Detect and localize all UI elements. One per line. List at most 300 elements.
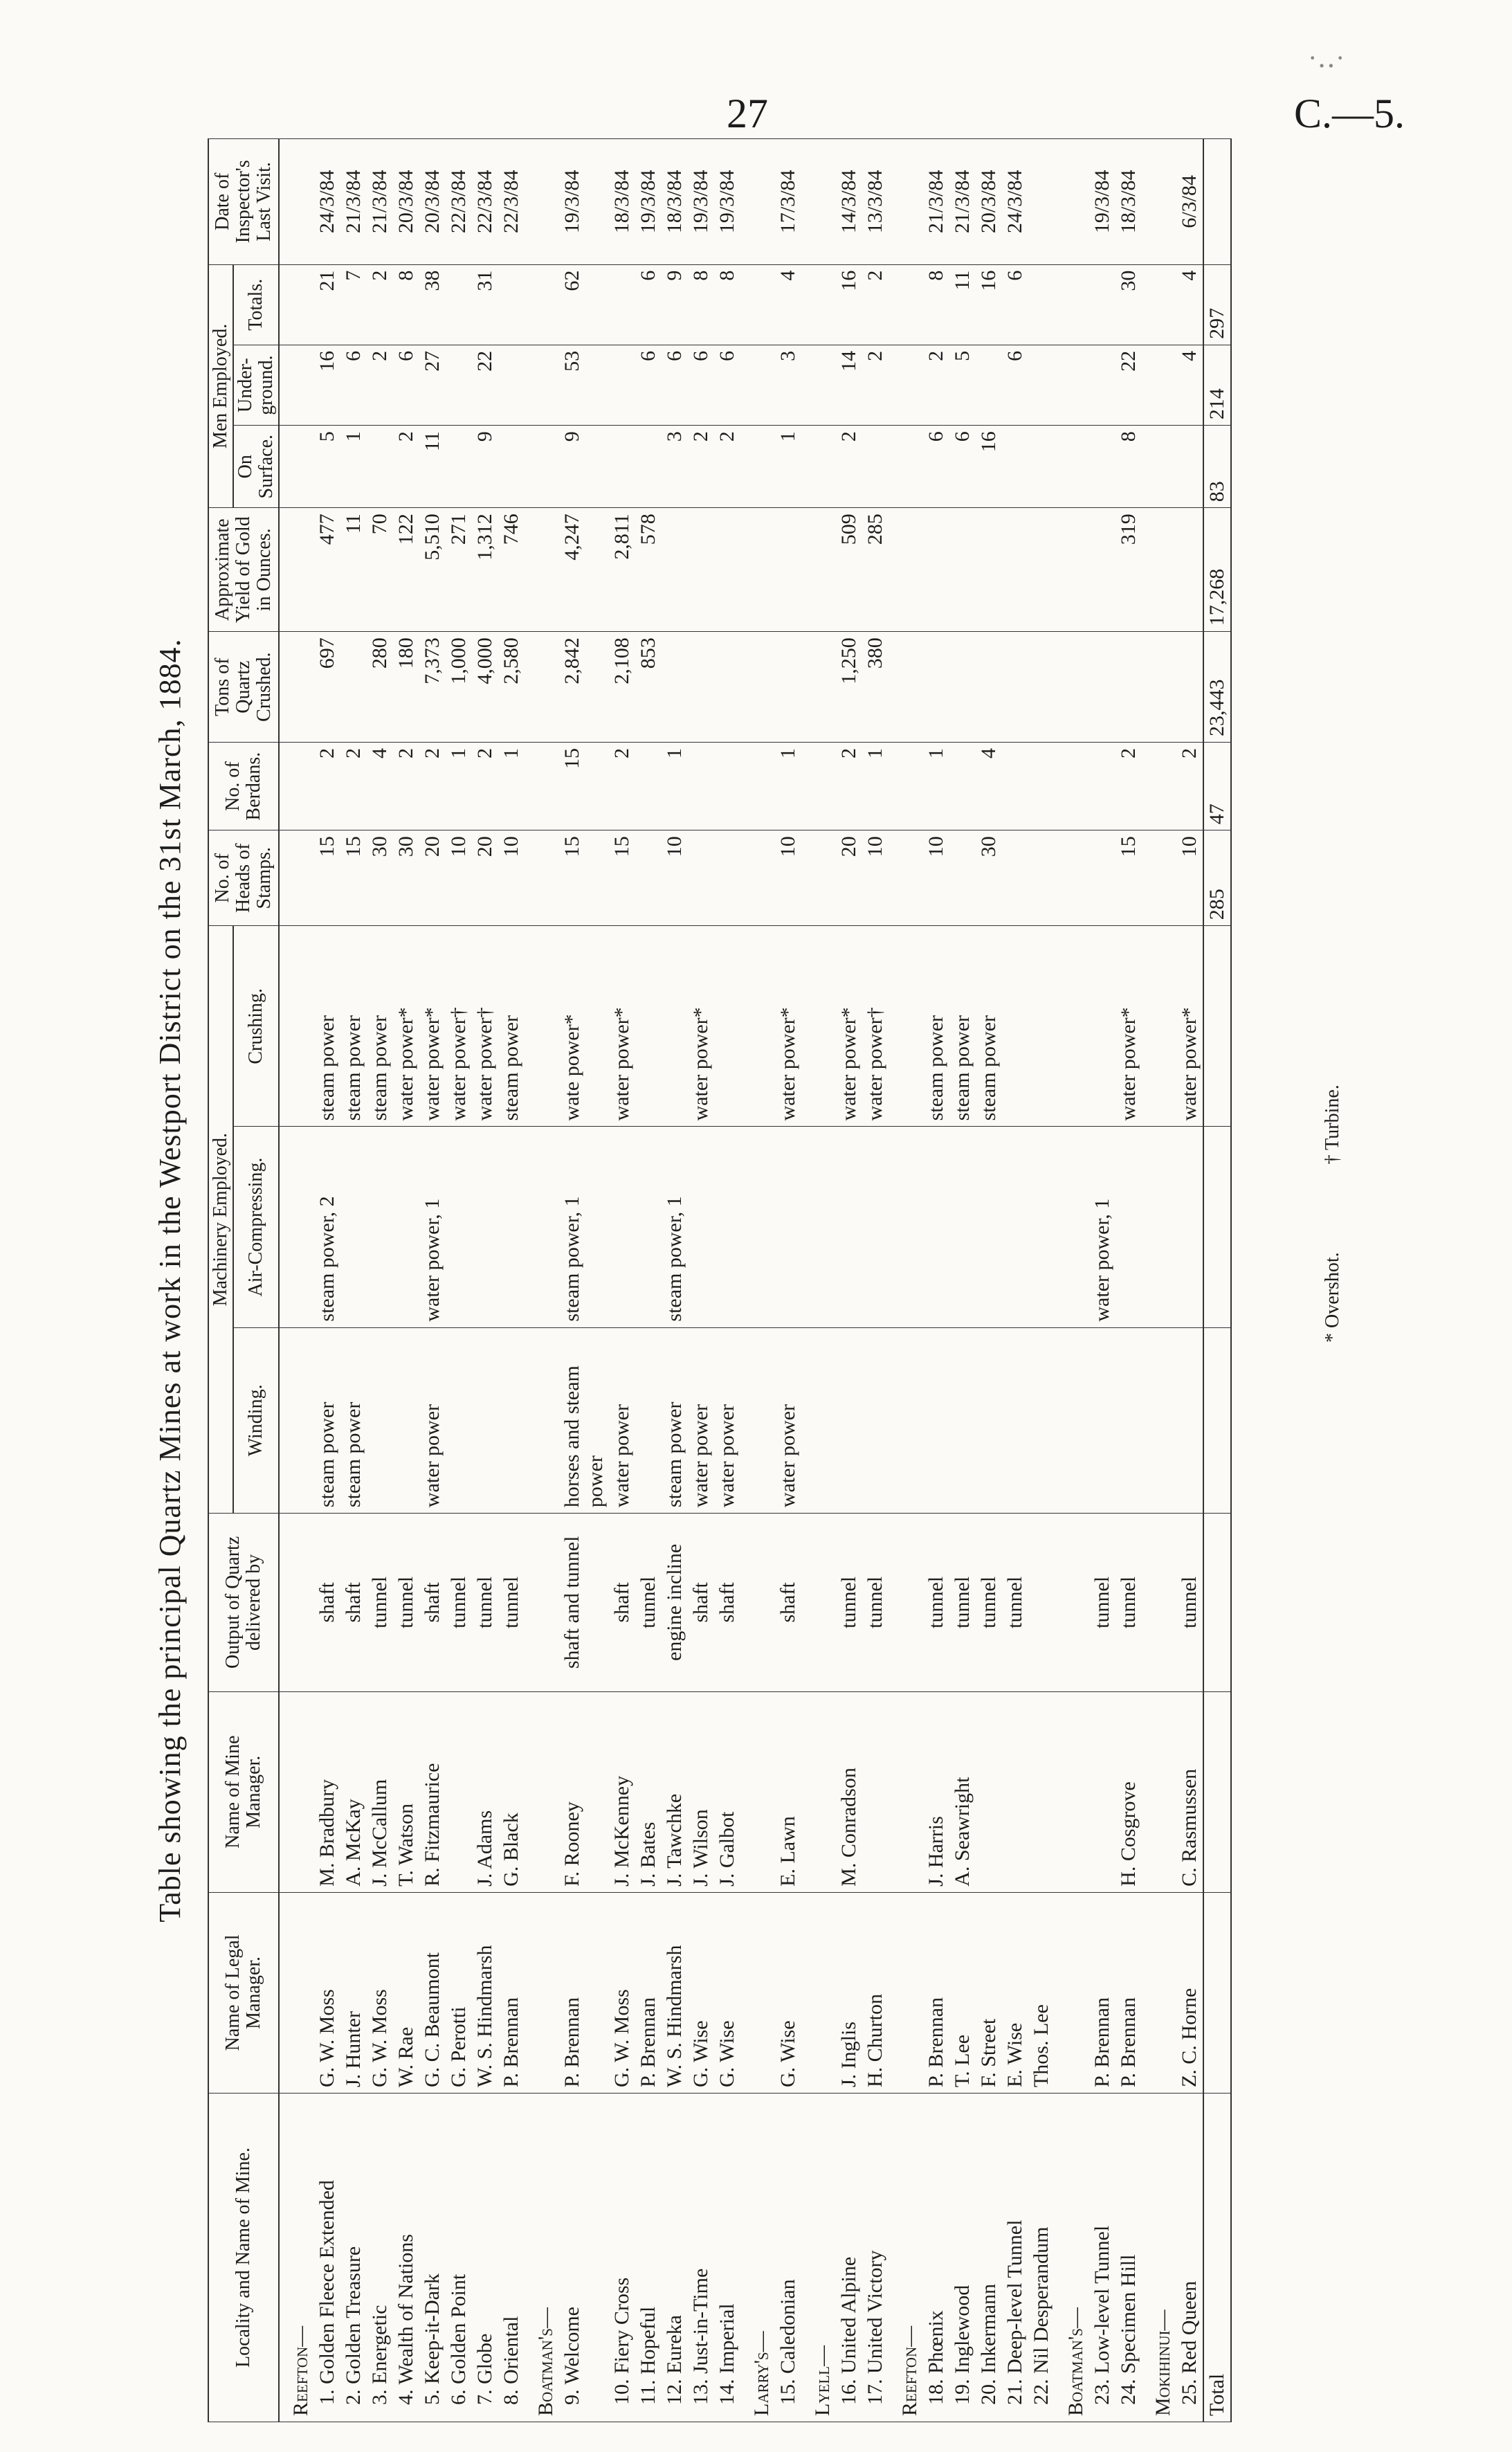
cell-surface: 2 bbox=[393, 426, 419, 508]
mine-row bbox=[1089, 139, 1115, 2422]
header-tons: Tons of Quartz Crushed. bbox=[208, 632, 279, 743]
cell-total bbox=[446, 264, 472, 345]
locality-name: Reefton— bbox=[889, 2094, 923, 2422]
cell-legal: G. W. Moss bbox=[609, 1892, 635, 2093]
cell-berdans: 1 bbox=[498, 743, 525, 830]
totals-row bbox=[1203, 139, 1231, 2422]
header-berdans: No. of Berdans. bbox=[208, 743, 279, 830]
cell-crushing: water power† bbox=[862, 926, 889, 1127]
table-body bbox=[279, 139, 1203, 2422]
cell-berdans: 4 bbox=[976, 743, 1002, 830]
cell-output: tunnel bbox=[949, 1514, 976, 1692]
cell-manager: F. Rooney bbox=[559, 1691, 609, 1892]
total-stamps: 285 bbox=[1203, 830, 1231, 926]
cell-under: 14 bbox=[836, 345, 862, 425]
cell-output: tunnel bbox=[472, 1514, 498, 1692]
cell-output: tunnel bbox=[367, 1514, 393, 1692]
cell-air bbox=[775, 1127, 801, 1327]
cell-under: 53 bbox=[559, 345, 609, 425]
cell-visit: 19/3/84 bbox=[688, 139, 714, 265]
rotated-table-block bbox=[152, 138, 1370, 2422]
page-speck: ·‥· bbox=[1308, 42, 1345, 73]
cell-crushing: water power* bbox=[1115, 926, 1142, 1127]
cell-berdans: 1 bbox=[662, 743, 688, 830]
cell-name: 18. Phœnix bbox=[923, 2094, 949, 2422]
cell-surface bbox=[498, 426, 525, 508]
cell-visit: 13/3/84 bbox=[862, 139, 889, 265]
header-locality: Locality and Name of Mine. bbox=[208, 2094, 279, 2422]
header-winding: Winding. bbox=[233, 1327, 279, 1513]
cell-berdans bbox=[1002, 743, 1028, 830]
cell-under: 2 bbox=[367, 345, 393, 425]
cell-under bbox=[1089, 345, 1115, 425]
locality-row bbox=[740, 139, 775, 2422]
cell-under: 16 bbox=[314, 345, 340, 425]
cell-legal: G. W. Moss bbox=[367, 1892, 393, 2093]
cell-crushing bbox=[662, 926, 688, 1127]
cell-name: 6. Golden Point bbox=[446, 2094, 472, 2422]
cell-name: 15. Caledonian bbox=[775, 2094, 801, 2422]
cell-winding: water power bbox=[714, 1327, 740, 1513]
header-machinery: Machinery Employed. bbox=[208, 926, 233, 1514]
cell-output: tunnel bbox=[498, 1514, 525, 1692]
cell-manager: A. McKay bbox=[340, 1691, 367, 1892]
cell-under: 6 bbox=[635, 345, 662, 425]
cell-name: 5. Keep-it-Dark bbox=[419, 2094, 446, 2422]
cell-total bbox=[1089, 264, 1115, 345]
cell-visit: 20/3/84 bbox=[976, 139, 1002, 265]
cell-surface bbox=[609, 426, 635, 508]
cell-surface: 3 bbox=[662, 426, 688, 508]
cell-berdans: 1 bbox=[775, 743, 801, 830]
cell-manager: J. Galbot bbox=[714, 1691, 740, 1892]
cell-yield bbox=[662, 508, 688, 632]
cell-berdans: 2 bbox=[314, 743, 340, 830]
cell-yield: 319 bbox=[1115, 508, 1142, 632]
cell-manager bbox=[862, 1691, 889, 1892]
cell-output: tunnel bbox=[1115, 1514, 1142, 1692]
cell-tons: 180 bbox=[393, 632, 419, 743]
cell-name: 14. Imperial bbox=[714, 2094, 740, 2422]
cell-stamps: 20 bbox=[472, 830, 498, 926]
cell-yield bbox=[1176, 508, 1203, 632]
cell-visit: 19/3/84 bbox=[635, 139, 662, 265]
cell-visit: 18/3/84 bbox=[609, 139, 635, 265]
cell-surface: 6 bbox=[949, 426, 976, 508]
cell-visit: 21/3/84 bbox=[923, 139, 949, 265]
cell-output: tunnel bbox=[1089, 1514, 1115, 1692]
cell-legal: P. Brennan bbox=[1089, 1892, 1115, 2093]
cell-total: 11 bbox=[949, 264, 976, 345]
cell-air bbox=[340, 1127, 367, 1327]
cell-winding bbox=[923, 1327, 949, 1513]
cell-tons: 7,373 bbox=[419, 632, 446, 743]
cell-air: steam power, 1 bbox=[559, 1127, 609, 1327]
cell-yield: 746 bbox=[498, 508, 525, 632]
locality-name: Mokihinui— bbox=[1142, 2094, 1176, 2422]
cell-legal: W. Rae bbox=[393, 1892, 419, 2093]
cell-total: 6 bbox=[1002, 264, 1028, 345]
locality-name: Boatman's— bbox=[525, 2094, 559, 2422]
cell-manager: R. Fitzmaurice bbox=[419, 1691, 446, 1892]
cell-stamps: 10 bbox=[862, 830, 889, 926]
cell-legal: P. Brennan bbox=[498, 1892, 525, 2093]
cell-manager: J. McKenney bbox=[609, 1691, 635, 1892]
cell-tons bbox=[340, 632, 367, 743]
cell-stamps bbox=[688, 830, 714, 926]
cell-surface bbox=[446, 426, 472, 508]
cell-stamps: 15 bbox=[1115, 830, 1142, 926]
cell-stamps bbox=[1028, 830, 1055, 926]
cell-surface bbox=[862, 426, 889, 508]
cell-under bbox=[609, 345, 635, 425]
cell-tons bbox=[949, 632, 976, 743]
cell-total: 6 bbox=[635, 264, 662, 345]
cell-name: 25. Red Queen bbox=[1176, 2094, 1203, 2422]
cell-manager: H. Cosgrove bbox=[1115, 1691, 1142, 1892]
cell-winding bbox=[1002, 1327, 1028, 1513]
locality-row bbox=[1055, 139, 1089, 2422]
cell-output: shaft bbox=[314, 1514, 340, 1692]
cell-tons bbox=[1089, 632, 1115, 743]
cell-air: steam power, 1 bbox=[662, 1127, 688, 1327]
cell-air bbox=[714, 1127, 740, 1327]
cell-surface: 9 bbox=[472, 426, 498, 508]
cell-winding bbox=[393, 1327, 419, 1513]
cell-crushing bbox=[1089, 926, 1115, 1127]
cell-output: tunnel bbox=[976, 1514, 1002, 1692]
cell-tons: 1,250 bbox=[836, 632, 862, 743]
cell-crushing: steam power bbox=[976, 926, 1002, 1127]
cell-tons: 853 bbox=[635, 632, 662, 743]
mine-row bbox=[923, 139, 949, 2422]
cell-legal: W. S. Hindmarsh bbox=[472, 1892, 498, 2093]
cell-stamps bbox=[1002, 830, 1028, 926]
cell-legal: P. Brennan bbox=[923, 1892, 949, 2093]
cell-name: 7. Globe bbox=[472, 2094, 498, 2422]
cell-berdans: 2 bbox=[340, 743, 367, 830]
cell-surface: 11 bbox=[419, 426, 446, 508]
cell-output: tunnel bbox=[836, 1514, 862, 1692]
cell-tons: 697 bbox=[314, 632, 340, 743]
cell-surface bbox=[1002, 426, 1028, 508]
mine-row bbox=[419, 139, 446, 2422]
cell-yield: 285 bbox=[862, 508, 889, 632]
cell-total: 2 bbox=[367, 264, 393, 345]
cell-air bbox=[862, 1127, 889, 1327]
total-men: 297 bbox=[1203, 264, 1231, 345]
cell-total: 4 bbox=[775, 264, 801, 345]
cell-air bbox=[923, 1127, 949, 1327]
cell-crushing: steam power bbox=[498, 926, 525, 1127]
total-underground: 214 bbox=[1203, 345, 1231, 425]
cell-berdans bbox=[714, 743, 740, 830]
cell-surface: 8 bbox=[1115, 426, 1142, 508]
locality-row bbox=[889, 139, 923, 2422]
cell-surface: 5 bbox=[314, 426, 340, 508]
total-yield: 17,268 bbox=[1203, 508, 1231, 632]
cell-name: 3. Energetic bbox=[367, 2094, 393, 2422]
cell-tons bbox=[976, 632, 1002, 743]
cell-tons bbox=[1176, 632, 1203, 743]
cell-under: 4 bbox=[1176, 345, 1203, 425]
cell-legal: G. Wise bbox=[714, 1892, 740, 2093]
mine-row bbox=[836, 139, 862, 2422]
cell-legal: G. Wise bbox=[688, 1892, 714, 2093]
cell-visit: 20/3/84 bbox=[393, 139, 419, 265]
mine-row bbox=[314, 139, 340, 2422]
cell-crushing bbox=[1028, 926, 1055, 1127]
cell-name: 16. United Alpine bbox=[836, 2094, 862, 2422]
cell-winding: water power bbox=[419, 1327, 446, 1513]
cell-under bbox=[498, 345, 525, 425]
mine-row bbox=[498, 139, 525, 2422]
cell-air: steam power, 2 bbox=[314, 1127, 340, 1327]
cell-yield: 1,312 bbox=[472, 508, 498, 632]
cell-total: 21 bbox=[314, 264, 340, 345]
cell-yield: 477 bbox=[314, 508, 340, 632]
cell-yield: 11 bbox=[340, 508, 367, 632]
cell-yield: 4,247 bbox=[559, 508, 609, 632]
cell-tons: 380 bbox=[862, 632, 889, 743]
cell-winding: steam power bbox=[662, 1327, 688, 1513]
cell-tons bbox=[775, 632, 801, 743]
cell-winding bbox=[862, 1327, 889, 1513]
cell-stamps: 10 bbox=[662, 830, 688, 926]
total-berdans: 47 bbox=[1203, 743, 1231, 830]
cell-tons: 4,000 bbox=[472, 632, 498, 743]
cell-crushing: steam power bbox=[923, 926, 949, 1127]
cell-yield: 5,510 bbox=[419, 508, 446, 632]
mine-row bbox=[1002, 139, 1028, 2422]
cell-visit: 24/3/84 bbox=[1002, 139, 1028, 265]
cell-air bbox=[1115, 1127, 1142, 1327]
cell-air bbox=[393, 1127, 419, 1327]
cell-manager bbox=[1028, 1691, 1055, 1892]
cell-crushing bbox=[714, 926, 740, 1127]
cell-crushing: water power* bbox=[393, 926, 419, 1127]
cell-visit: 19/3/84 bbox=[1089, 139, 1115, 265]
cell-legal: P. Brennan bbox=[635, 1892, 662, 2093]
cell-name: 13. Just-in-Time bbox=[688, 2094, 714, 2422]
cell-manager: J. McCallum bbox=[367, 1691, 393, 1892]
cell-winding: water power bbox=[688, 1327, 714, 1513]
cell-visit: 24/3/84 bbox=[314, 139, 340, 265]
locality-name: Boatman's— bbox=[1055, 2094, 1089, 2422]
cell-name: 12. Eureka bbox=[662, 2094, 688, 2422]
cell-yield bbox=[714, 508, 740, 632]
cell-output: shaft bbox=[688, 1514, 714, 1692]
cell-manager: J. Bates bbox=[635, 1691, 662, 1892]
cell-stamps bbox=[1089, 830, 1115, 926]
cell-output: shaft bbox=[609, 1514, 635, 1692]
cell-winding bbox=[446, 1327, 472, 1513]
cell-crushing bbox=[635, 926, 662, 1127]
cell-under: 6 bbox=[662, 345, 688, 425]
cell-visit: 21/3/84 bbox=[340, 139, 367, 265]
cell-under: 3 bbox=[775, 345, 801, 425]
cell-crushing: water power* bbox=[688, 926, 714, 1127]
cell-crushing: water power* bbox=[1176, 926, 1203, 1127]
header-crushing: Crushing. bbox=[233, 926, 279, 1127]
cell-output: tunnel bbox=[1002, 1514, 1028, 1692]
cell-stamps: 15 bbox=[609, 830, 635, 926]
cell-berdans: 2 bbox=[1176, 743, 1203, 830]
cell-name: 10. Fiery Cross bbox=[609, 2094, 635, 2422]
cell-manager bbox=[976, 1691, 1002, 1892]
cell-name: 20. Inkermann bbox=[976, 2094, 1002, 2422]
cell-legal: P. Brennan bbox=[1115, 1892, 1142, 2093]
cell-legal: W. S. Hindmarsh bbox=[662, 1892, 688, 2093]
mine-row bbox=[662, 139, 688, 2422]
cell-air bbox=[609, 1127, 635, 1327]
cell-visit: 19/3/84 bbox=[714, 139, 740, 265]
cell-stamps: 20 bbox=[419, 830, 446, 926]
cell-manager: A. Seawright bbox=[949, 1691, 976, 1892]
cell-yield: 122 bbox=[393, 508, 419, 632]
cell-name: 21. Deep-level Tunnel bbox=[1002, 2094, 1028, 2422]
cell-tons: 2,108 bbox=[609, 632, 635, 743]
header-surface: On Surface. bbox=[233, 426, 279, 508]
cell-total: 62 bbox=[559, 264, 609, 345]
cell-berdans: 2 bbox=[472, 743, 498, 830]
cell-crushing: steam power bbox=[314, 926, 340, 1127]
cell-berdans bbox=[635, 743, 662, 830]
cell-legal: G. W. Moss bbox=[314, 1892, 340, 2093]
cell-total bbox=[609, 264, 635, 345]
cell-total: 8 bbox=[714, 264, 740, 345]
cell-total: 8 bbox=[688, 264, 714, 345]
cell-legal: G. Perotti bbox=[446, 1892, 472, 2093]
cell-output: tunnel bbox=[635, 1514, 662, 1692]
cell-legal: T. Lee bbox=[949, 1892, 976, 2093]
cell-crushing: water power* bbox=[775, 926, 801, 1127]
cell-visit: 22/3/84 bbox=[472, 139, 498, 265]
mine-row bbox=[1028, 139, 1055, 2422]
mine-row bbox=[609, 139, 635, 2422]
cell-stamps: 30 bbox=[393, 830, 419, 926]
cell-visit: 18/3/84 bbox=[1115, 139, 1142, 265]
mine-row bbox=[472, 139, 498, 2422]
cell-output: tunnel bbox=[923, 1514, 949, 1692]
cell-visit: 22/3/84 bbox=[498, 139, 525, 265]
cell-air: water power, 1 bbox=[419, 1127, 446, 1327]
cell-name: 22. Nil Desperandum bbox=[1028, 2094, 1055, 2422]
cell-name: 24. Specimen Hill bbox=[1115, 2094, 1142, 2422]
cell-berdans bbox=[949, 743, 976, 830]
cell-under: 6 bbox=[714, 345, 740, 425]
cell-output: shaft and tunnel bbox=[559, 1514, 609, 1692]
cell-output: tunnel bbox=[862, 1514, 889, 1692]
cell-crushing: steam power bbox=[367, 926, 393, 1127]
cell-winding bbox=[635, 1327, 662, 1513]
cell-air bbox=[976, 1127, 1002, 1327]
cell-visit: 17/3/84 bbox=[775, 139, 801, 265]
cell-surface: 1 bbox=[340, 426, 367, 508]
mine-row bbox=[340, 139, 367, 2422]
cell-tons bbox=[1002, 632, 1028, 743]
cell-stamps bbox=[714, 830, 740, 926]
cell-crushing: water power† bbox=[472, 926, 498, 1127]
mine-row bbox=[635, 139, 662, 2422]
cell-surface: 16 bbox=[976, 426, 1002, 508]
header-yield: Approximate Yield of Gold in Ounces. bbox=[208, 508, 279, 632]
cell-name: 2. Golden Treasure bbox=[340, 2094, 367, 2422]
cell-crushing: water power† bbox=[446, 926, 472, 1127]
cell-winding bbox=[472, 1327, 498, 1513]
total-surface: 83 bbox=[1203, 426, 1231, 508]
cell-winding bbox=[1176, 1327, 1203, 1513]
cell-berdans: 2 bbox=[419, 743, 446, 830]
header-output: Output of Quartz delivered by bbox=[208, 1514, 279, 1692]
cell-winding bbox=[1115, 1327, 1142, 1513]
cell-berdans bbox=[1028, 743, 1055, 830]
cell-crushing: water power* bbox=[836, 926, 862, 1127]
cell-surface: 1 bbox=[775, 426, 801, 508]
header-air: Air-Compressing. bbox=[233, 1127, 279, 1327]
cell-manager bbox=[446, 1691, 472, 1892]
locality-name: Reefton— bbox=[279, 2094, 314, 2422]
cell-manager: J. Tawchke bbox=[662, 1691, 688, 1892]
cell-legal: J. Hunter bbox=[340, 1892, 367, 2093]
mine-row bbox=[446, 139, 472, 2422]
mine-row bbox=[367, 139, 393, 2422]
cell-under: 6 bbox=[1002, 345, 1028, 425]
cell-winding bbox=[1028, 1327, 1055, 1513]
cell-surface: 6 bbox=[923, 426, 949, 508]
cell-stamps bbox=[949, 830, 976, 926]
cell-total: 8 bbox=[923, 264, 949, 345]
cell-manager: E. Lawn bbox=[775, 1691, 801, 1892]
cell-crushing: wate power* bbox=[559, 926, 609, 1127]
header-totals: Totals. bbox=[233, 264, 279, 345]
cell-surface: 2 bbox=[714, 426, 740, 508]
cell-visit: 6/3/84 bbox=[1176, 139, 1203, 265]
cell-output bbox=[1028, 1514, 1055, 1692]
cell-output: engine incline bbox=[662, 1514, 688, 1692]
locality-row bbox=[279, 139, 314, 2422]
cell-winding bbox=[367, 1327, 393, 1513]
cell-visit: 21/3/84 bbox=[949, 139, 976, 265]
cell-name: 17. United Victory bbox=[862, 2094, 889, 2422]
cell-total: 7 bbox=[340, 264, 367, 345]
mine-row bbox=[688, 139, 714, 2422]
cell-tons: 1,000 bbox=[446, 632, 472, 743]
cell-total: 31 bbox=[472, 264, 498, 345]
cell-manager: C. Rasmussen bbox=[1176, 1691, 1203, 1892]
cell-air bbox=[688, 1127, 714, 1327]
cell-under bbox=[446, 345, 472, 425]
cell-yield bbox=[688, 508, 714, 632]
footnote-turbine: † Turbine. bbox=[1322, 1084, 1343, 1165]
footnotes bbox=[1322, 1001, 1344, 1343]
cell-yield bbox=[949, 508, 976, 632]
locality-row bbox=[801, 139, 836, 2422]
cell-total: 30 bbox=[1115, 264, 1142, 345]
mine-row bbox=[949, 139, 976, 2422]
cell-surface bbox=[1089, 426, 1115, 508]
cell-stamps: 10 bbox=[923, 830, 949, 926]
cell-under: 2 bbox=[923, 345, 949, 425]
page-number: 27 bbox=[727, 91, 768, 136]
mine-row bbox=[393, 139, 419, 2422]
cell-winding bbox=[949, 1327, 976, 1513]
cell-manager: M. Bradbury bbox=[314, 1691, 340, 1892]
cell-legal: J. Inglis bbox=[836, 1892, 862, 2093]
cell-yield bbox=[976, 508, 1002, 632]
cell-winding bbox=[836, 1327, 862, 1513]
cell-tons bbox=[923, 632, 949, 743]
